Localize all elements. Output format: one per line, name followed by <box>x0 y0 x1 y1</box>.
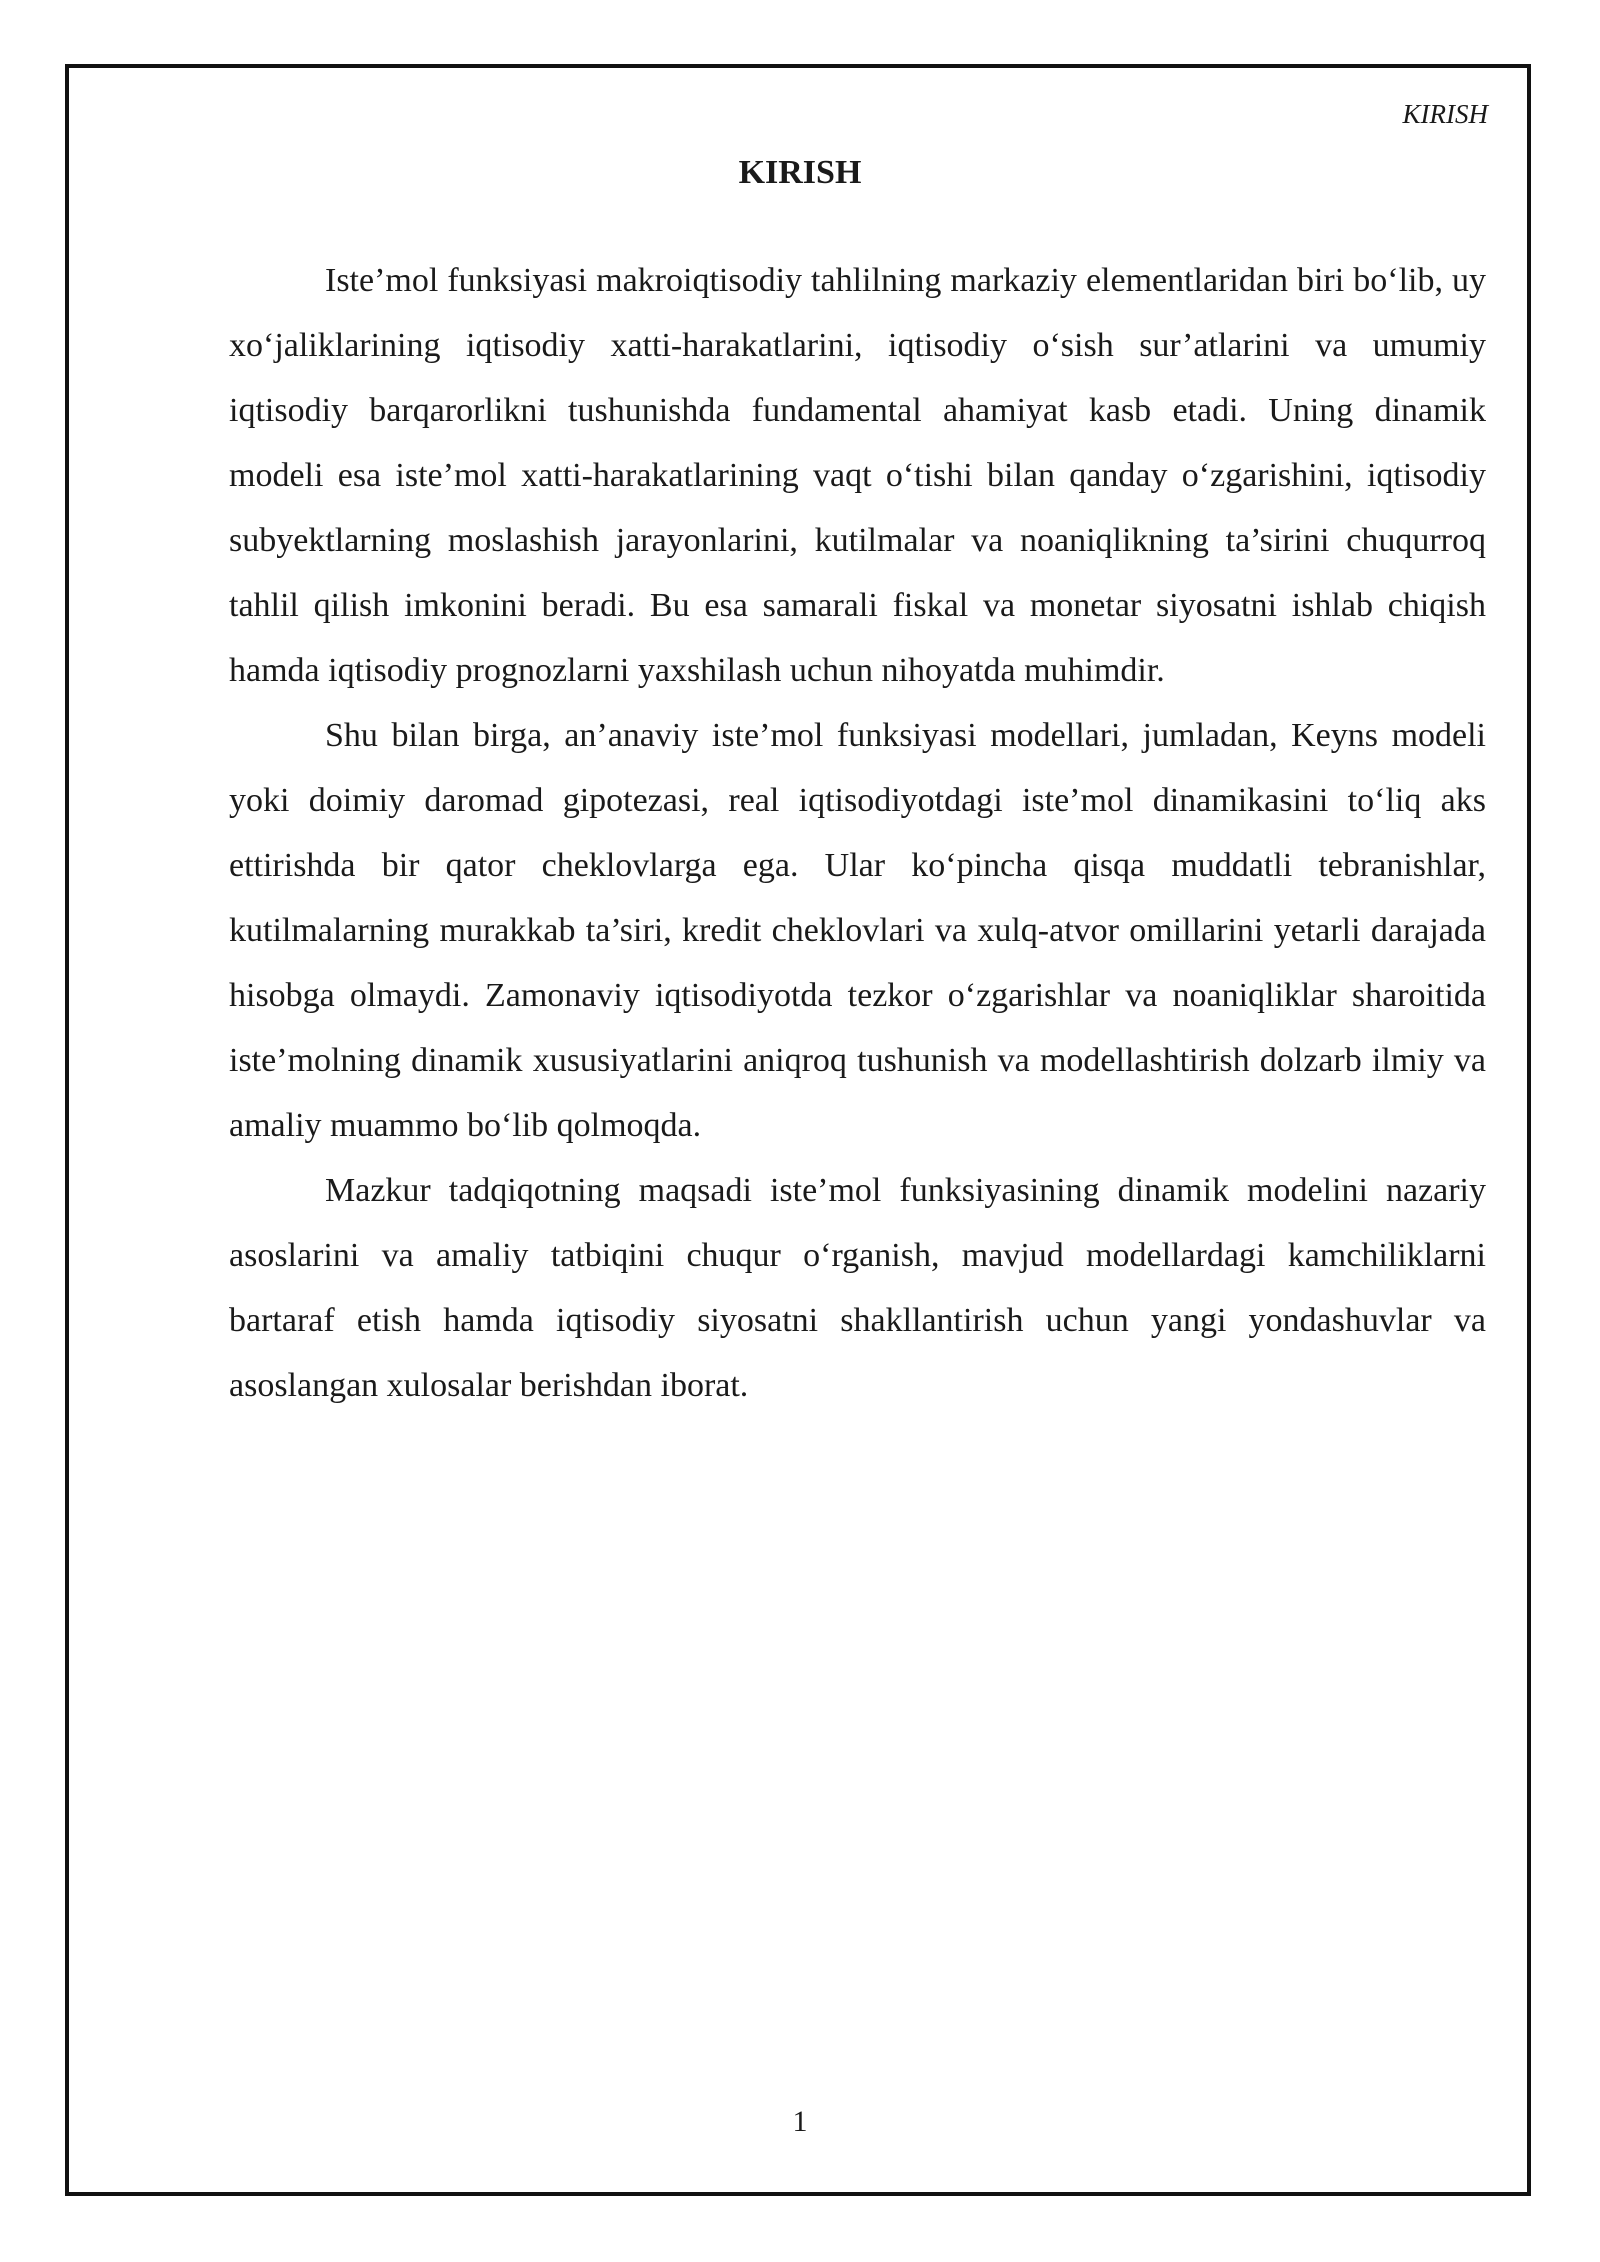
running-header: KIRISH <box>1402 99 1488 129</box>
paragraph-2: Shu bilan birga, an’anaviy iste’mol funksiyasi modellari, jumladan, Keyns modeli yoki doimiy daromad gipotezasi, real iqtisodiyotdagi iste’mol dinamikasini to‘liq aks ettirishda bir qator cheklovlarga ega. Ular ko‘pincha qisqa muddatli tebranishlar, kutilmalarning murakkab ta’siri, kredit cheklovlari va xulq-atvor omillarini yetarli darajada hisobga olmaydi. Zamonaviy iqtisodiyotda tezkor o‘zgarishlar va noaniqliklar sharoitida iste’molning dinamik xususiyatlarini aniqroq tushunish va modellashtirish dolzarb ilmiy va amaliy muammo bo‘lib qolmoqda. <box>229 717 1486 1144</box>
paragraph-3: Mazkur tadqiqotning maqsadi iste’mol funksiyasining dinamik modelini nazariy asoslarini va amaliy tatbiqini chuqur o‘rganish, mavjud modellardagi kamchiliklarni bartaraf etish hamda iqtisodiy siyosatni shakllantirish uchun yangi yondashuvlar va asoslangan xulosalar berishdan iborat. <box>229 1172 1486 1404</box>
page-number: 1 <box>792 2105 808 2138</box>
paragraph-1: Iste’mol funksiyasi makroiqtisodiy tahlilning markaziy elementlaridan biri bo‘lib, uy xo‘jaliklarining iqtisodiy xatti-harakatlarini, iqtisodiy o‘sish sur’atlarini va umumiy iqtisodiy barqarorlikni tushunishda fundamental ahamiyat kasb etadi. Uning dinamik modeli esa iste’mol xatti-harakatlarining vaqt o‘tishi bilan qanday o‘zgarishini, iqtisodiy subyektlarning moslashish jarayonlarini, kutilmalar va noaniqlikning ta’sirini chuqurroq tahlil qilish imkonini beradi. Bu esa samarali fiskal va monetar siyosatni ishlab chiqish hamda iqtisodiy prognozlarni yaxshilash uchun nihoyatda muhimdir. <box>229 262 1486 689</box>
page-title: KIRISH <box>738 154 862 191</box>
body-text <box>229 248 1486 1418</box>
